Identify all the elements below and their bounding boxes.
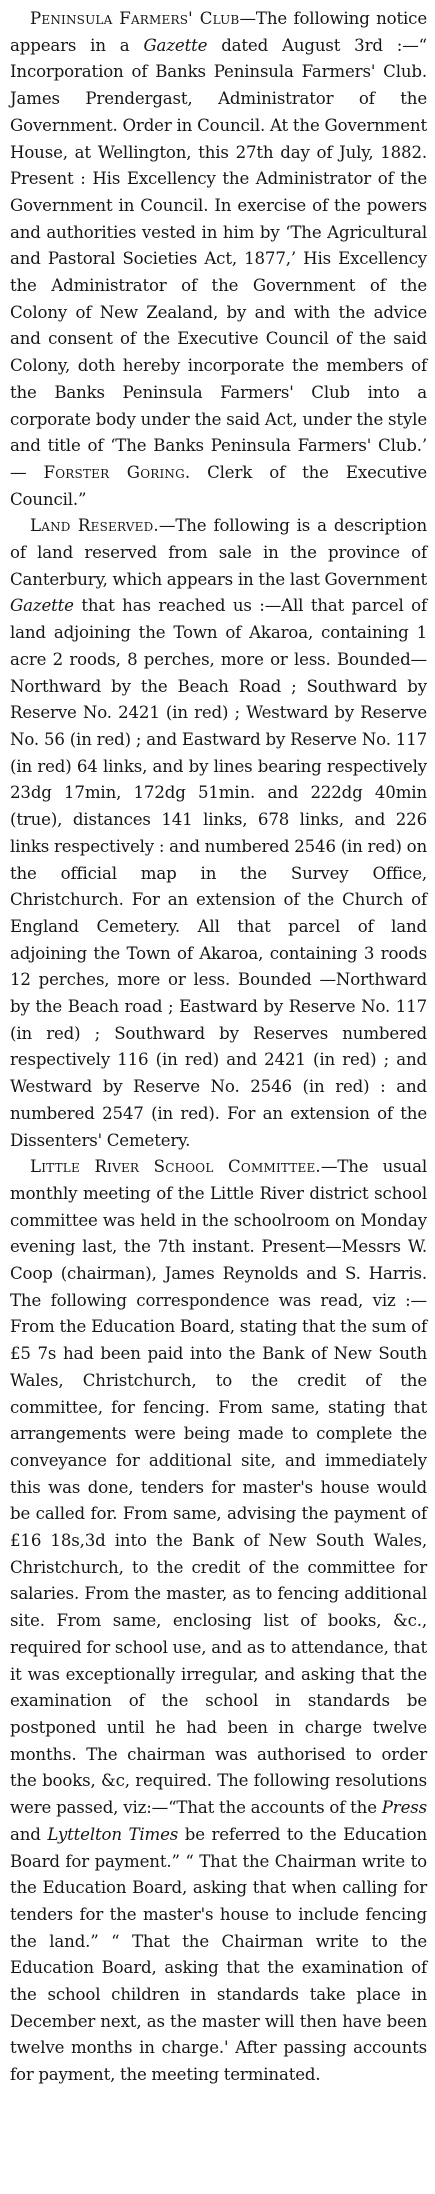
body-text: . Clerk of the Executive Council.” [10,462,428,509]
heading-land-reserved: Land Reserved. [30,516,159,536]
paragraph-little-river-school-committee [10,1154,427,2089]
paragraph-land-reserved [10,513,427,1154]
body-text: —The following notice appears in a [10,9,427,55]
body-text: be referred to the Education Board for payment.” “ That the Chairman write to the Education Board, asking that when calling for tenders for the master's house to include fencing the land.” “ That the Chairman write to the Education Board, asking that the examination of the school children in standards take place in December next, as the master will then have been twelve months in charge.' After passing accounts for payment, the meeting terminated. [10,1824,427,2085]
gazette-title: Gazette [10,596,74,616]
newspaper-title-press: Press [381,1798,427,1818]
body-text: and [10,1824,48,1844]
newspaper-title-lyttelton-times: Lyttelton Times [47,1824,179,1844]
signer-name: Forster Goring [43,462,185,482]
gazette-title: Gazette [143,35,208,55]
body-text: dated August 3rd :—“ Incorporation of Banks Peninsula Farmers' Club. James Prendergast, Administrator of the Government. Order in Council. At the Government House, at Wellington, this 27th day of July, 1882. Present : His Excellency the Administrator of the Government in Council. In exercise of the powers and authorities vested in him by ‘The Agricultural and Pastoral Societies Act, 1877,’ His Excellency the Administrator of the Government of the Colony of New Zealand, by and with the advice and consent of the Executive Council of the said Colony, doth hereby incorporate the members of the Banks Peninsula Farmers' Club into a corporate body under the said Act, under the style and title of ‘The Banks Peninsula Farmers' Club.’ — [10,35,427,482]
heading-little-river-school-committee: Little River School Committee. [30,1157,321,1177]
paragraph-peninsula-farmers-club [10,6,427,513]
heading-peninsula-farmers-club: Peninsula Farmers' Club [30,9,240,28]
body-text: that has reached us :—All that parcel of land adjoining the Town of Akaroa, containing 1 acre 2 roods, 8 perches, more or less. Bounded—Northward by the Beach Road ; Southward by Reserve No. 2421 (in red) ; Westward by Reserve No. 56 (in red) ; and Eastward by Reserve No. 117 (in red) 64 links, and by lines bearing respectively 23dg 17min, 172dg 51min. and 222dg 40min (true), distances 141 links, 678 links, and 226 links respectively : and numbered 2546 (in red) on the official map in the Survey Office, Christchurch. For an extension of the Church of England Cemetery. All that parcel of land adjoining the Town of Akaroa, containing 3 roods 12 perches, more or less. Bounded —Northward by the Beach road ; Eastward by Reserve No. 117 (in red) ; Southward by Reserves numbered respectively 116 (in red) and 2421 (in red) ; and Westward by Reserve No. 2546 (in red) : and numbered 2547 (in red). For an extension of the Dissenters' Cemetery. [10,596,427,1150]
body-text: —The following is a description of land reserved from sale in the province of Canterbury, which appears in the last Government [10,516,427,589]
body-text: —The usual monthly meeting of the Little River district school committee was held in the schoolroom on Monday evening last, the 7th instant. Present—Messrs W. Coop (chairman), James Reynolds and S. Harris. The following correspondence was read, viz :— From the Education Board, stating that the sum of £5 7s had been paid into the Bank of New South Wales, Christchurch, to the credit of the committee, for fencing. From same, stating that arrangements were being made to complete the conveyance for additional site, and immediately this was done, tenders for master's house would be called for. From same, advising the payment of £16 18s,3d into the Bank of New South Wales, Christchurch, to the credit of the committee for salaries. From the master, as to fencing additional site. From same, enclosing list of books, &c., required for school use, and as to attendance, that it was exceptionally irregular, and asking that the examination of the school in standards be postponed until he had been in charge twelve months. The chairman was authorised to order the books, &c, required. The following resolutions were passed, viz:—“That the accounts of the [10,1157,427,1818]
